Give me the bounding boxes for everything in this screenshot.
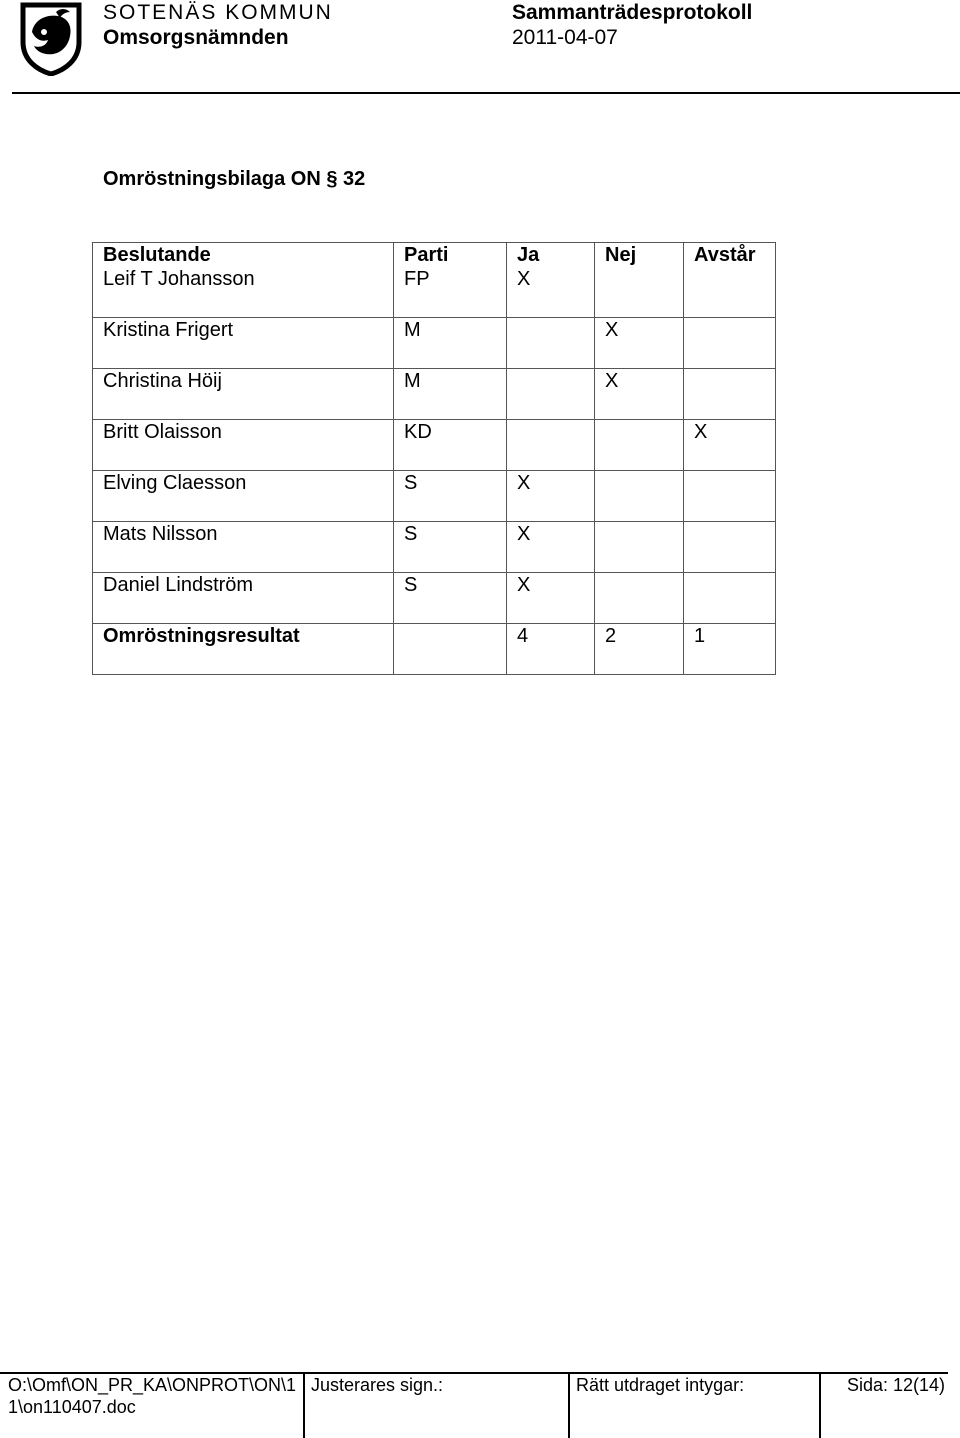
- table-row: [93, 471, 776, 522]
- vote-yes: X: [507, 267, 595, 318]
- vote-abstain: [684, 267, 776, 318]
- file-path-line: O:\Omf\ON_PR_KA\ONPROT\ON\1: [8, 1375, 297, 1395]
- member-name: Christina Höij: [93, 369, 394, 420]
- member-party: FP: [394, 267, 507, 318]
- vote-yes: [507, 318, 595, 369]
- column-header: Parti: [394, 243, 507, 268]
- table-row: [93, 369, 776, 420]
- column-header: Beslutande: [93, 243, 394, 268]
- footer-separator: [819, 1374, 821, 1438]
- table-row: [93, 522, 776, 573]
- table-row: [93, 267, 776, 318]
- vote-abstain: [684, 522, 776, 573]
- vote-abstain: X: [684, 420, 776, 471]
- member-name: Kristina Frigert: [93, 318, 394, 369]
- member-name: Daniel Lindström: [93, 573, 394, 624]
- file-path: [8, 1374, 302, 1438]
- vote-no: [595, 573, 684, 624]
- column-header: Avstår: [684, 243, 776, 268]
- footer-separator: [303, 1374, 305, 1438]
- vote-no: [595, 471, 684, 522]
- footer-separator: [568, 1374, 570, 1438]
- vote-no: X: [595, 318, 684, 369]
- adjusters-signature: Justerares sign.:: [311, 1375, 444, 1395]
- vote-yes: [507, 369, 595, 420]
- certified-extract: Rätt utdraget intygar:: [576, 1375, 745, 1395]
- member-party: S: [394, 522, 507, 573]
- column-header: Nej: [595, 243, 684, 268]
- result-yes-count: 4: [507, 624, 595, 675]
- header-divider: [12, 92, 960, 94]
- result-abstain-count: 1: [684, 624, 776, 675]
- meeting-date: 2011-04-07: [512, 26, 618, 49]
- page-number: Sida: 12(14): [846, 1375, 945, 1395]
- vote-abstain: [684, 369, 776, 420]
- member-party: M: [394, 318, 507, 369]
- table-row: [93, 420, 776, 471]
- vote-yes: X: [507, 573, 595, 624]
- municipal-shield-icon: [20, 2, 82, 76]
- vote-yes: X: [507, 471, 595, 522]
- document-type: Sammanträdesprotokoll: [512, 1, 753, 24]
- vote-yes: X: [507, 522, 595, 573]
- file-path-line: 1\on110407.doc: [8, 1397, 136, 1417]
- vote-no: [595, 420, 684, 471]
- member-party: S: [394, 573, 507, 624]
- column-header: Ja: [507, 243, 595, 268]
- vote-no: X: [595, 369, 684, 420]
- result-no-count: 2: [595, 624, 684, 675]
- organization-name: SOTENÄS KOMMUN: [103, 1, 333, 24]
- member-name: Elving Claesson: [93, 471, 394, 522]
- vote-yes: [507, 420, 595, 471]
- result-label: Omröstningsresultat: [93, 624, 394, 675]
- member-party: M: [394, 369, 507, 420]
- table-header-row: [93, 243, 776, 268]
- member-name: Mats Nilsson: [93, 522, 394, 573]
- member-name: Leif T Johansson: [93, 267, 394, 318]
- page-title: Omröstningsbilaga ON § 32: [103, 168, 366, 190]
- vote-abstain: [684, 471, 776, 522]
- vote-no: [595, 522, 684, 573]
- vote-table: [92, 242, 776, 675]
- vote-abstain: [684, 573, 776, 624]
- result-row: [93, 624, 776, 675]
- vote-no: [595, 267, 684, 318]
- result-party: [394, 624, 507, 675]
- member-party: KD: [394, 420, 507, 471]
- member-party: S: [394, 471, 507, 522]
- member-name: Britt Olaisson: [93, 420, 394, 471]
- table-row: [93, 573, 776, 624]
- table-row: [93, 318, 776, 369]
- board-name: Omsorgsnämnden: [103, 26, 289, 49]
- vote-abstain: [684, 318, 776, 369]
